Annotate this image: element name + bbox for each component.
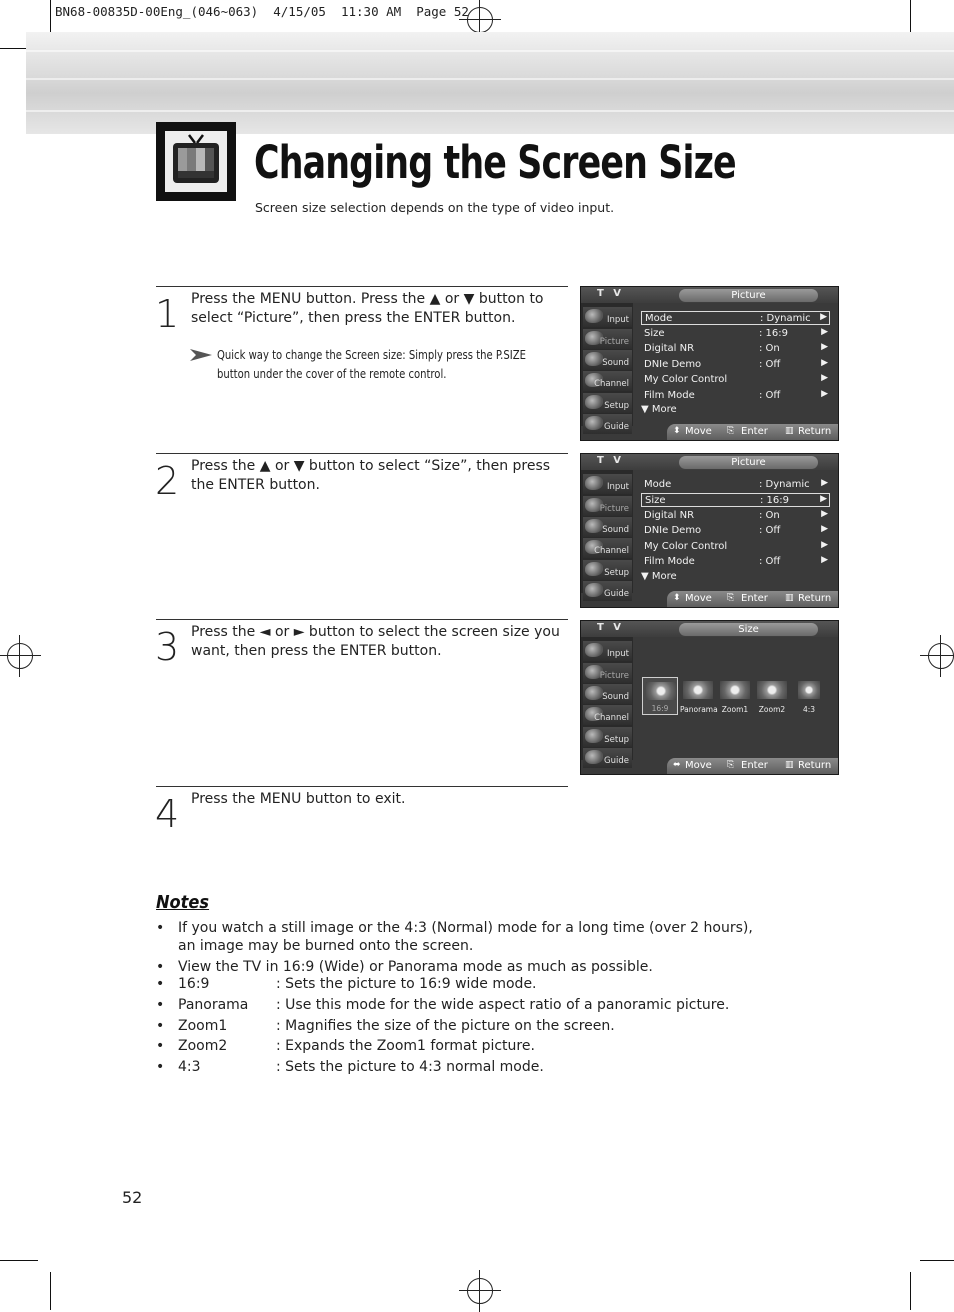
- input-icon: [585, 643, 603, 657]
- step-text: Press the ▲ or ▼ button to select “Size”, then press the ENTER button.: [191, 458, 551, 493]
- input-icon: [585, 309, 603, 323]
- osd-tv-label: T V: [597, 455, 625, 466]
- size-option-panorama: Panorama: [680, 677, 716, 715]
- osd-sidebar-input: Input: [583, 474, 632, 494]
- osd-row-digital-nr: Digital NR : On ▶: [644, 509, 828, 521]
- osd-row-dnie-demo: DNIe Demo : Off ▶: [644, 358, 828, 370]
- osd-sidebar-channel: Channel: [583, 705, 632, 725]
- osd-menu-title: Size: [679, 623, 818, 636]
- input-icon: [585, 476, 603, 490]
- step-number: 2: [155, 459, 180, 503]
- osd-sidebar-sound: Sound: [583, 517, 632, 537]
- step-number: 1: [155, 292, 180, 336]
- sound-icon: [585, 686, 603, 700]
- osd-footer: ⬍ Move ⎘ Enter ▥ Return: [667, 591, 838, 607]
- note-item: • If you watch a still image or the 4:3 (Normal) mode for a long time (over 2 hours), an image may be burned onto the screen.: [156, 920, 753, 954]
- note-mode-row: • Panorama : Use this mode for the wide aspect ratio of a panoramic picture.: [156, 997, 730, 1013]
- osd-sidebar: [581, 637, 633, 766]
- size-options: [642, 677, 830, 715]
- osd-menu-title: Picture: [679, 456, 818, 469]
- osd-sidebar-input: Input: [583, 307, 632, 327]
- osd-sidebar: [581, 303, 633, 432]
- crop-mark: [50, 1272, 51, 1310]
- size-option-4-3: 4:3: [791, 677, 827, 715]
- osd-sidebar-setup: Setup: [583, 560, 632, 580]
- osd-row-size: Size : 16:9 ▶: [641, 493, 830, 507]
- crop-mark: [920, 1260, 954, 1261]
- osd-sidebar-channel: Channel: [583, 538, 632, 558]
- note-mode-row: • Zoom2 : Expands the Zoom1 format picture.: [156, 1038, 535, 1054]
- step-divider: [156, 453, 568, 454]
- osd-footer: ⬍ Move ⎘ Enter ▥ Return: [667, 424, 838, 440]
- registration-mark: [928, 643, 954, 669]
- osd-row-digital-nr: Digital NR : On ▶: [644, 342, 828, 354]
- osd-sidebar-setup: Setup: [583, 393, 632, 413]
- step-number: 4: [155, 792, 180, 836]
- step-divider: [156, 286, 568, 287]
- setup-icon: [585, 395, 603, 409]
- osd-row-my-color-control: My Color Control ▶: [644, 373, 828, 385]
- step-text: Press the MENU button to exit.: [191, 791, 406, 807]
- osd-tv-label: T V: [597, 622, 625, 633]
- crop-mark: [910, 1272, 911, 1310]
- osd-sidebar-channel: Channel: [583, 371, 632, 391]
- step-divider: [156, 786, 568, 787]
- osd-sidebar-picture: Picture: [583, 663, 632, 683]
- osd-row-mode: Mode : Dynamic ▶: [644, 478, 828, 490]
- osd-sidebar-input: Input: [583, 641, 632, 661]
- osd-sidebar-picture: Picture: [583, 496, 632, 516]
- osd-screen-picture-menu: [580, 286, 839, 441]
- note-item: • View the TV in 16:9 (Wide) or Panorama mode as much as possible.: [156, 959, 653, 975]
- registration-mark: [7, 643, 33, 669]
- osd-screen-size-options: [580, 620, 839, 775]
- tv-icon: [156, 122, 236, 201]
- osd-sidebar-setup: Setup: [583, 727, 632, 747]
- osd-more: ▼ More: [641, 404, 677, 415]
- osd-row-size: Size : 16:9 ▶: [644, 327, 828, 339]
- page-subtitle: Screen size selection depends on the type of video input.: [255, 200, 615, 215]
- size-option-16-9: 16:9: [642, 677, 678, 715]
- osd-sidebar-guide: Guide: [583, 581, 632, 601]
- osd-sidebar: [581, 470, 633, 599]
- notes-title: Notes: [156, 892, 210, 913]
- sound-icon: [585, 352, 603, 366]
- note-mode-row: • Zoom1 : Magnifies the size of the picture on the screen.: [156, 1018, 615, 1034]
- osd-footer: ⬌ Move ⎘ Enter ▥ Return: [667, 758, 838, 774]
- osd-sidebar-guide: Guide: [583, 748, 632, 768]
- registration-mark: [467, 7, 493, 33]
- osd-row-dnie-demo: DNIe Demo : Off ▶: [644, 524, 828, 536]
- osd-menu-title: Picture: [679, 289, 818, 302]
- note-mode-row: • 4:3 : Sets the picture to 4:3 normal mode.: [156, 1059, 544, 1075]
- guide-icon: [585, 750, 603, 764]
- registration-mark: [467, 1278, 493, 1304]
- osd-sidebar-sound: Sound: [583, 350, 632, 370]
- tip-text: Quick way to change the Screen size: Simply press the P.SIZE button under the cover of the remote control.: [217, 348, 526, 381]
- osd-sidebar-guide: Guide: [583, 414, 632, 434]
- size-option-zoom1: Zoom1: [717, 677, 753, 715]
- osd-screen-size-selected: [580, 453, 839, 608]
- step-divider: [156, 619, 568, 620]
- print-header: BN68-00835D-00Eng_(046~063) 4/15/05 11:30 AM Page 52: [55, 4, 469, 19]
- osd-row-film-mode: Film Mode : Off ▶: [644, 555, 828, 567]
- size-option-zoom2: Zoom2: [754, 677, 790, 715]
- osd-row-film-mode: Film Mode : Off ▶: [644, 389, 828, 401]
- crop-mark: [0, 1260, 38, 1261]
- note-mode-row: • 16:9 : Sets the picture to 16:9 wide mode.: [156, 976, 537, 992]
- tip-arrow-icon: [190, 349, 212, 361]
- osd-more: ▼ More: [641, 571, 677, 582]
- step-text: Press the ◄ or ► button to select the screen size you want, then press the ENTER button.: [191, 624, 560, 659]
- setup-icon: [585, 562, 603, 576]
- page-title: Changing the Screen Size: [254, 136, 736, 189]
- osd-sidebar-sound: Sound: [583, 684, 632, 704]
- guide-icon: [585, 416, 603, 430]
- osd-row-my-color-control: My Color Control ▶: [644, 540, 828, 552]
- osd-sidebar-picture: Picture: [583, 329, 632, 349]
- osd-tv-label: T V: [597, 288, 625, 299]
- sound-icon: [585, 519, 603, 533]
- setup-icon: [585, 729, 603, 743]
- header-banner: [26, 32, 954, 134]
- page-number: 52: [122, 1188, 143, 1207]
- step-text: Press the MENU button. Press the ▲ or ▼ button to select “Picture”, then press the ENTER button.: [191, 291, 544, 326]
- osd-row-mode: Mode : Dynamic ▶: [641, 311, 830, 325]
- guide-icon: [585, 583, 603, 597]
- step-number: 3: [155, 625, 180, 669]
